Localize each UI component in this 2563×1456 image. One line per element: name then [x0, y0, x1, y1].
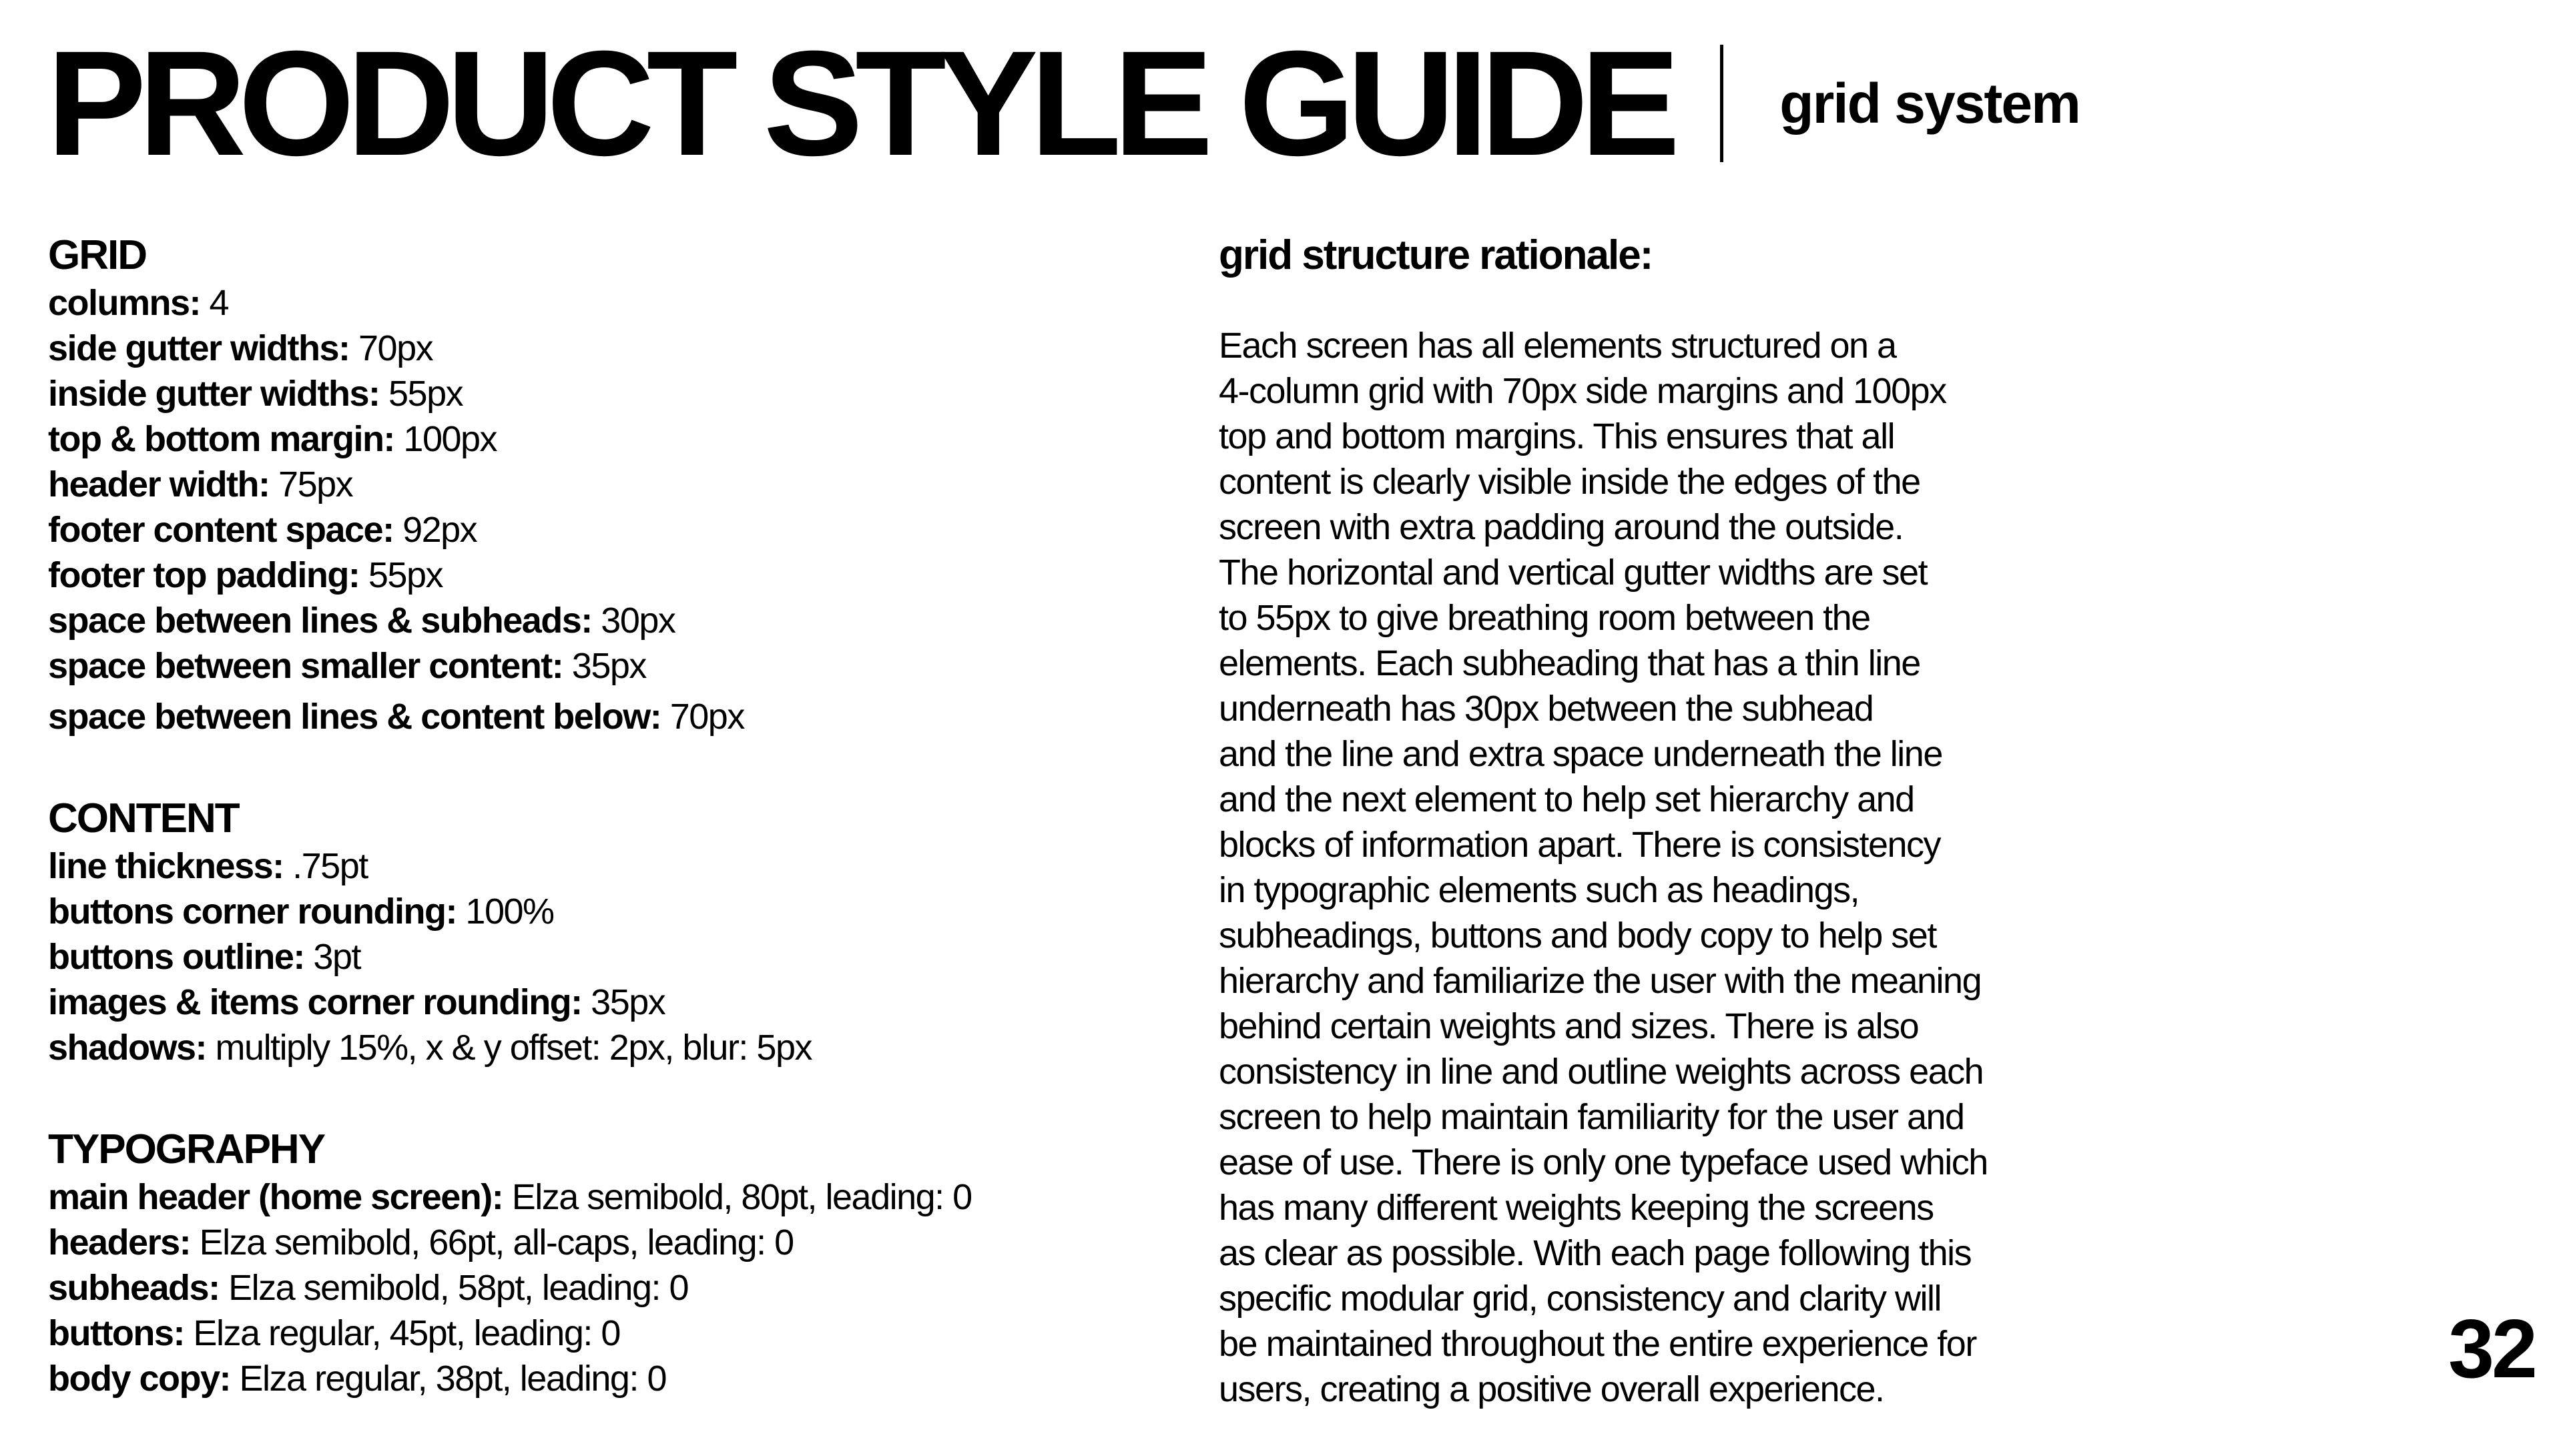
spec-value: 70px: [349, 328, 433, 368]
spec-row: [48, 1265, 1149, 1311]
spec-row: [48, 1174, 1149, 1220]
grid-section: [48, 231, 1149, 739]
spec-value: Elza semibold, 58pt, leading: 0: [219, 1268, 689, 1308]
rationale-line: specific modular grid, consistency and clarity will: [1219, 1279, 1941, 1319]
spec-label: footer content space:: [48, 510, 394, 550]
spec-label: space between lines & subheads:: [48, 601, 592, 641]
spec-label: top & bottom margin:: [48, 419, 394, 459]
spec-row: [48, 416, 1149, 462]
rationale-line: to 55px to give breathing room between the: [1219, 598, 1870, 638]
spec-label: space between lines & content below:: [48, 697, 661, 737]
spec-row: [48, 326, 1149, 371]
spec-row: [48, 280, 1149, 326]
spec-label: buttons corner rounding:: [48, 891, 457, 932]
page-number: 32: [2448, 1303, 2535, 1395]
rationale-line: ease of use. There is only one typeface used which: [1219, 1142, 1988, 1182]
spec-value: 92px: [393, 510, 477, 550]
spec-value: 55px: [379, 374, 463, 414]
spec-value: Elza semibold, 66pt, all-caps, leading: 0: [190, 1222, 794, 1262]
spec-label: main header (home screen):: [48, 1177, 503, 1217]
spec-column: [48, 231, 1149, 1456]
typography-section: [48, 1125, 1149, 1401]
spec-value: 35px: [581, 982, 665, 1022]
rationale-line: Each screen has all elements structured on a: [1219, 326, 1896, 366]
spec-label: shadows:: [48, 1028, 207, 1068]
spec-label: buttons:: [48, 1313, 184, 1353]
spec-value: 100px: [394, 419, 497, 459]
section-title-content: CONTENT: [48, 795, 239, 841]
spec-value: Elza regular, 45pt, leading: 0: [184, 1313, 620, 1353]
spec-row: [48, 371, 1149, 416]
spec-value: 30px: [591, 601, 675, 641]
spec-value: 4: [200, 283, 229, 323]
rationale-line: top and bottom margins. This ensures that all: [1219, 416, 1895, 456]
rationale-line: users, creating a positive overall experience.: [1219, 1369, 1884, 1409]
spec-value: multiply 15%, x & y offset: 2px, blur: 5px: [206, 1028, 812, 1068]
rationale-line: hierarchy and familiarize the user with the meaning: [1219, 961, 1982, 1001]
spec-label: line thickness:: [48, 846, 284, 886]
spec-row: [48, 1356, 1149, 1401]
rationale-line: screen to help maintain familiarity for the user and: [1219, 1097, 1964, 1137]
spec-value: Elza regular, 38pt, leading: 0: [230, 1359, 666, 1399]
spec-row: [48, 843, 1149, 889]
spec-label: columns:: [48, 283, 201, 323]
spec-row: [48, 507, 1149, 553]
spec-label: space between smaller content:: [48, 646, 563, 686]
spec-value: 55px: [359, 555, 443, 595]
spec-row: [48, 643, 1149, 689]
page-header: [47, 20, 2080, 187]
spec-value: Elza semibold, 80pt, leading: 0: [503, 1177, 972, 1217]
rationale-line: screen with extra padding around the outside.: [1219, 507, 1904, 547]
spec-label: side gutter widths:: [48, 328, 350, 368]
spec-label: body copy:: [48, 1359, 231, 1399]
spec-row: [48, 694, 1149, 739]
rationale-line: subheadings, buttons and body copy to help set: [1219, 916, 1936, 956]
spec-label: images & items corner rounding:: [48, 982, 582, 1022]
spec-row: [48, 1025, 1149, 1070]
spec-row: [48, 1220, 1149, 1265]
spec-value: 100%: [456, 891, 554, 932]
rationale-line: The horizontal and vertical gutter widths are set: [1219, 553, 1928, 593]
spec-row: [48, 980, 1149, 1025]
spec-value: 3pt: [304, 937, 360, 977]
spec-label: inside gutter widths:: [48, 374, 380, 414]
page-title: PRODUCT STYLE GUIDE: [47, 20, 1673, 187]
section-title-grid: GRID: [48, 232, 146, 278]
rationale-line: as clear as possible. With each page following this: [1219, 1233, 1972, 1273]
content-section: [48, 794, 1149, 1070]
spec-label: footer top padding:: [48, 555, 360, 595]
rationale-line: in typographic elements such as headings,: [1219, 870, 1860, 910]
spec-row: [48, 553, 1149, 598]
section-title-typography: TYPOGRAPHY: [48, 1126, 325, 1172]
header-divider: [1720, 45, 1723, 162]
rationale-line: and the line and extra space underneath the line: [1219, 734, 1942, 774]
spec-label: header width:: [48, 464, 270, 504]
rationale-line: elements. Each subheading that has a thin line: [1219, 643, 1920, 683]
spec-label: buttons outline:: [48, 937, 304, 977]
spec-row: [48, 889, 1149, 934]
rationale-title: grid structure rationale:: [1219, 232, 1653, 278]
rationale-body: [1219, 323, 2086, 1412]
rationale-line: underneath has 30px between the subhead: [1219, 689, 1874, 729]
rationale-line: blocks of information apart. There is consistency: [1219, 825, 1941, 865]
page-subtitle: grid system: [1779, 71, 2080, 135]
spec-value: 75px: [269, 464, 353, 504]
spec-row: [48, 934, 1149, 980]
rationale-column: [1219, 231, 2086, 1412]
rationale-line: and the next element to help set hierarchy and: [1219, 779, 1914, 819]
spec-value: .75pt: [283, 846, 368, 886]
rationale-line: be maintained throughout the entire experience for: [1219, 1324, 1976, 1364]
spec-label: headers:: [48, 1222, 191, 1262]
spec-row: [48, 1311, 1149, 1356]
spec-label: subheads:: [48, 1268, 220, 1308]
spec-value: 70px: [661, 697, 744, 737]
rationale-line: consistency in line and outline weights across each: [1219, 1052, 1984, 1092]
rationale-line: behind certain weights and sizes. There is also: [1219, 1006, 1919, 1046]
spec-value: 35px: [563, 646, 646, 686]
rationale-line: content is clearly visible inside the edges of the: [1219, 462, 1920, 502]
spec-row: [48, 598, 1149, 643]
rationale-line: has many different weights keeping the screens: [1219, 1188, 1934, 1228]
rationale-line: 4-column grid with 70px side margins and 100px: [1219, 371, 1946, 411]
spec-row: [48, 462, 1149, 507]
